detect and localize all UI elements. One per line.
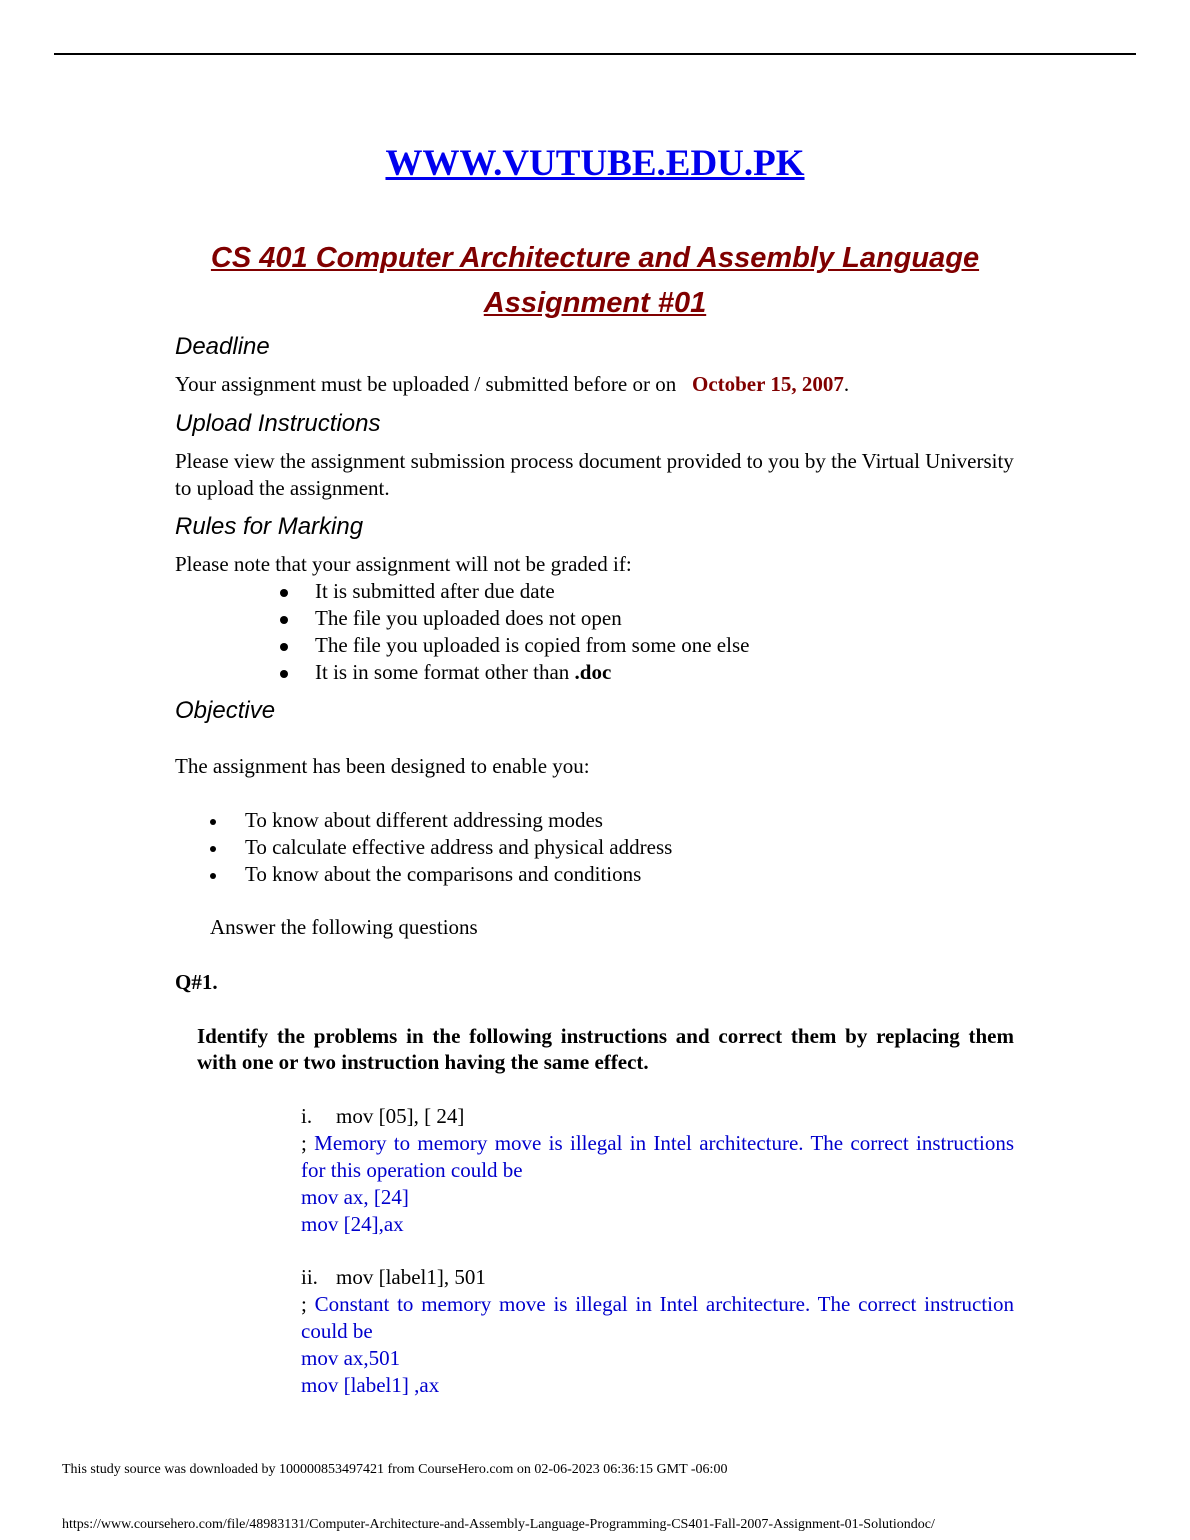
rules-heading: Rules for Marking — [175, 513, 364, 540]
part-i-code-line: mov ax, [24] — [301, 1185, 409, 1209]
bullet-icon — [280, 670, 288, 678]
deadline-date: October 15, 2007 — [691, 372, 844, 396]
bullet-icon — [210, 819, 216, 825]
bullet-icon — [280, 643, 288, 651]
doc-title-line1: CS 401 Computer Architecture and Assembly Language — [210, 242, 980, 274]
objective-intro: The assignment has been designed to enable you: — [175, 754, 590, 778]
site-link[interactable]: WWW.VUTUBE.EDU.PK — [385, 143, 805, 184]
answer-prompt: Answer the following questions — [210, 915, 478, 939]
part-i-explanation: ; Memory to memory move is illegal in Intel architecture. The correct instructions for this operation could be — [301, 1131, 1014, 1182]
footer-source-note: This study source was downloaded by 100000853497421 from CourseHero.com on 02-06-2023 06:36:15 GMT -06:00 — [62, 1462, 728, 1477]
bullet-icon — [280, 616, 288, 624]
upload-text: Please view the assignment submission process document provided to you by the Virtual University to upload the assignment. — [175, 449, 1014, 500]
bullet-icon — [280, 589, 288, 597]
part-i-instruction: i. mov [05], [ 24] — [301, 1104, 465, 1128]
q1-label: Q#1. — [175, 970, 218, 994]
part-i-code-line: mov [24],ax — [301, 1212, 404, 1236]
q1-part-i — [301, 1103, 1014, 1238]
part-ii-code-line: mov ax,501 — [301, 1346, 401, 1370]
part-ii-code-line: mov [label1] ,ax — [301, 1373, 440, 1397]
deadline-text — [175, 371, 849, 398]
deadline-heading: Deadline — [175, 333, 270, 360]
rules-intro: Please note that your assignment will not be graded if: — [175, 552, 632, 576]
part-ii-explanation: ; Constant to memory move is illegal in Intel architecture. The correct instruction could be — [301, 1292, 1015, 1343]
q1-question: Identify the problems in the following instructions and correct them by replacing them with one or two instruction having the same effect. — [197, 1024, 1014, 1074]
bullet-icon — [210, 846, 216, 852]
doc-title-line2: Assignment #01 — [483, 287, 707, 319]
upload-heading: Upload Instructions — [175, 410, 381, 437]
deadline-period: . — [843, 372, 850, 396]
bullet-icon — [210, 873, 216, 879]
doc-format: .doc — [574, 660, 612, 684]
top-rule — [54, 53, 1136, 55]
q1-part-ii — [301, 1264, 1014, 1399]
footer-url[interactable]: https://www.coursehero.com/file/48983131/Computer-Architecture-and-Assembly-Language-Programming-CS401-Fall-2007-Assignment-01-Solutiondoc/ — [62, 1517, 935, 1532]
objective-heading: Objective — [175, 697, 276, 724]
deadline-sentence: Your assignment must be uploaded / submitted before or on — [175, 372, 677, 396]
part-ii-instruction: ii. mov [label1], 501 — [301, 1265, 486, 1289]
